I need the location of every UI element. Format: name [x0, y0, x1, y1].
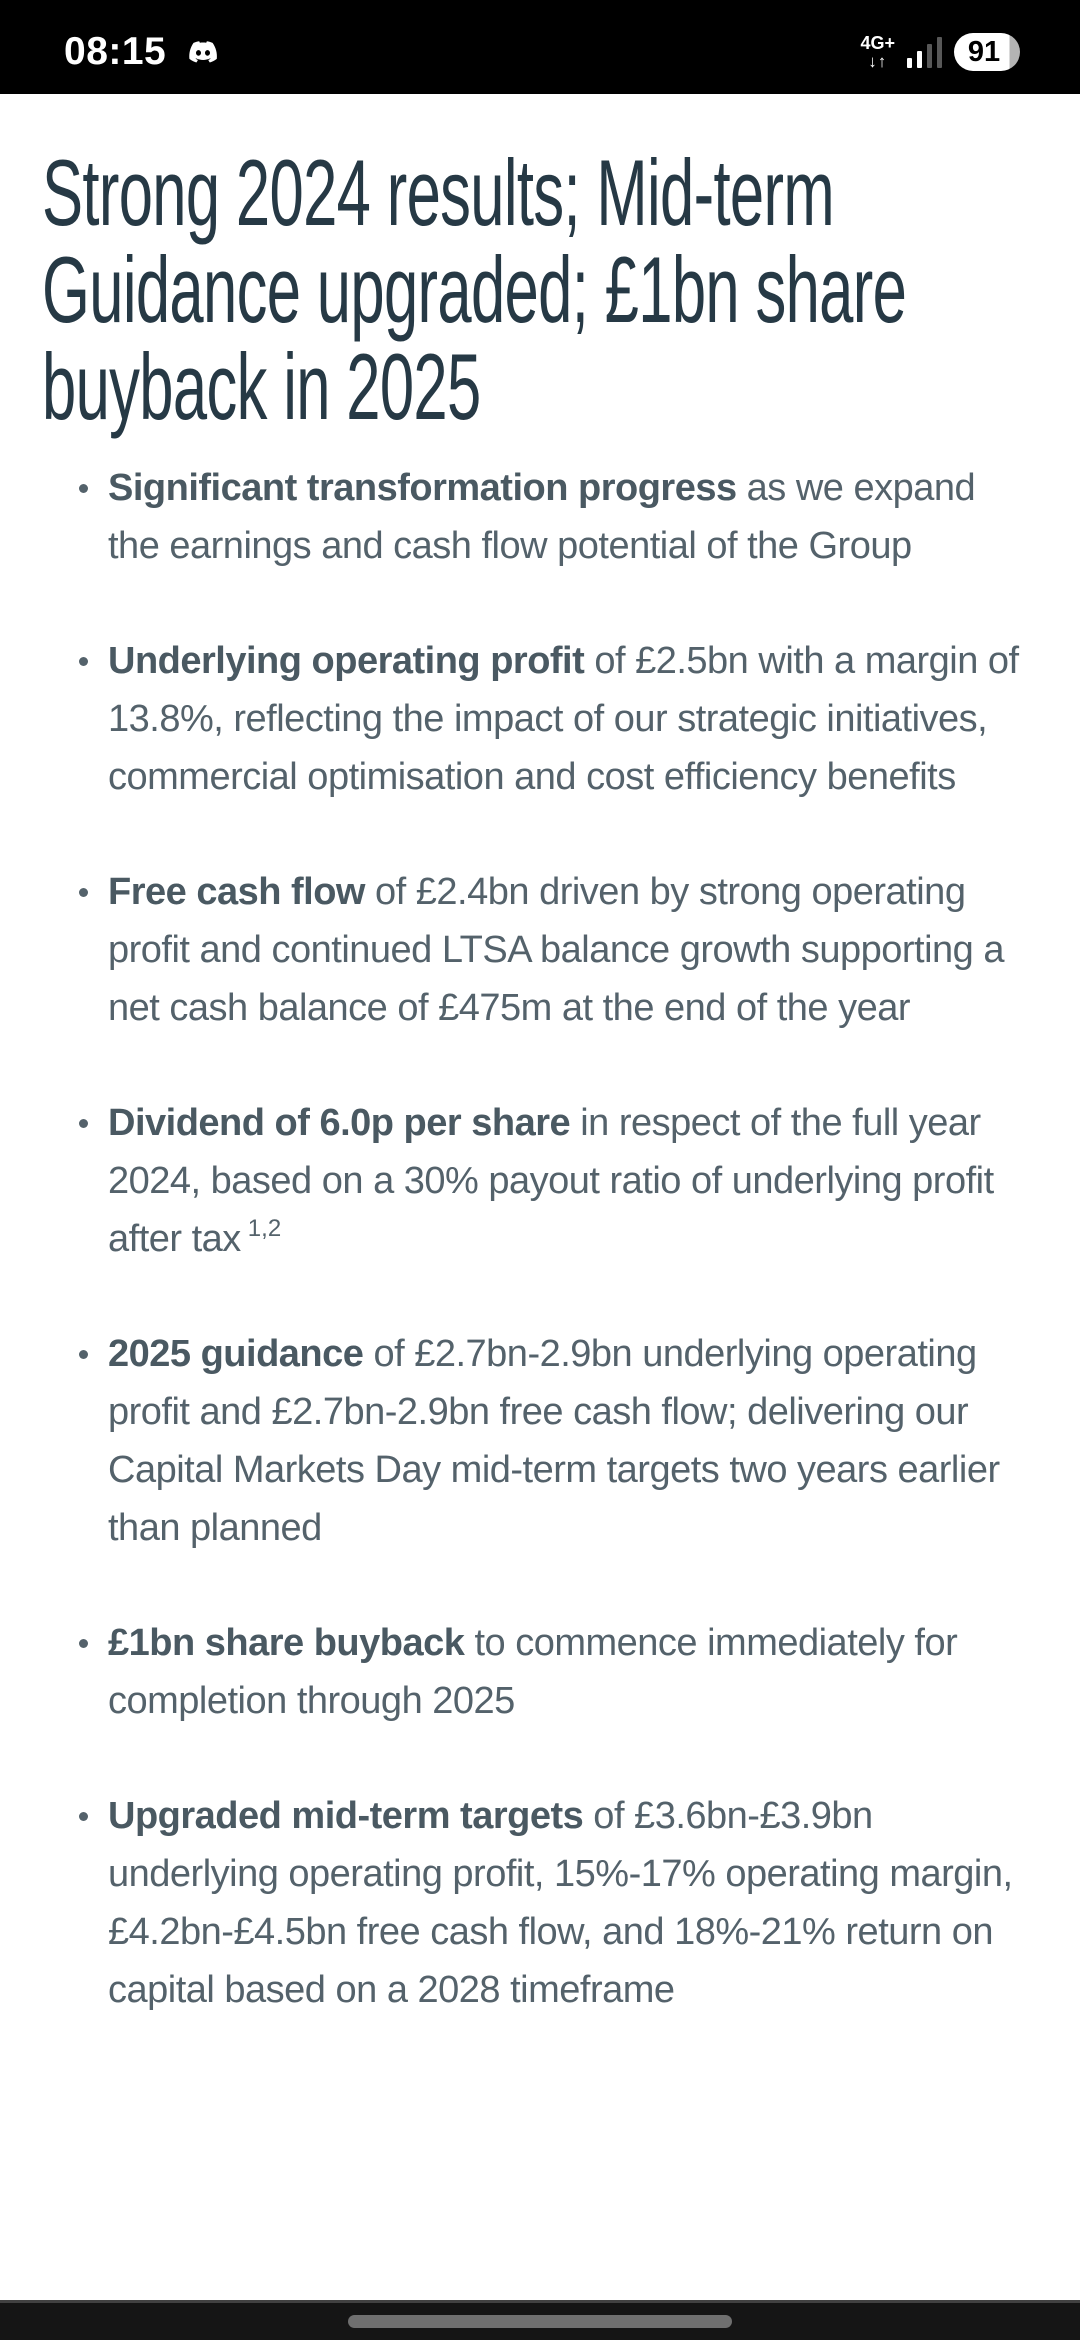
- gesture-handle[interactable]: [348, 2315, 732, 2328]
- content-scroll-area[interactable]: [0, 94, 1080, 2300]
- page-title: [42, 140, 1080, 439]
- discord-icon: [186, 38, 220, 66]
- network-type-indicator: [860, 34, 895, 70]
- footnote-reference: 1,2: [247, 1215, 282, 1242]
- bullet-body-text: of £2.4bn driven by strong operating profit and continued LTSA balance growth supporting a net cash balance of £475m at the end of the year: [108, 871, 1004, 1029]
- page-title-line-2: Guidance upgraded; £1bn share: [42, 237, 907, 342]
- bullet-body-text: of £2.7bn-2.9bn underlying operating profit and £2.7bn-2.9bn free cash flow; delivering our Capital Markets Day mid-term targets two years earlier than planned: [108, 1333, 1000, 1549]
- bullet-body-text: in respect of the full year 2024, based on a 30% payout ratio of underlying profit after tax: [108, 1102, 994, 1260]
- list-item: [108, 632, 1023, 806]
- bullet-body-text: to commence immediately for completion through 2025: [108, 1622, 958, 1722]
- bullet-lead-bold: Significant transformation progress: [108, 467, 737, 509]
- bullet-lead-bold: Upgraded mid-term targets: [108, 1795, 584, 1837]
- signal-strength-icon: [907, 37, 942, 68]
- status-bar: [0, 0, 1080, 94]
- list-item: [108, 459, 1023, 575]
- bullet-body-text: of £3.6bn-£3.9bn underlying operating profit, 15%-17% operating margin, £4.2bn-£4.5bn free cash flow, and 18%-21% return on capital based on a 2028 timeframe: [108, 1795, 1013, 2011]
- list-item: [108, 1325, 1023, 1557]
- battery-percent: 91: [967, 35, 1001, 68]
- status-right-cluster: [860, 33, 1020, 71]
- bullet-lead-bold: Free cash flow: [108, 871, 365, 913]
- data-activity-arrows-icon: ↓↑: [868, 52, 888, 71]
- bullet-body-text: of £2.5bn with a margin of 13.8%, reflecting the impact of our strategic initiatives, commercial optimisation and cost efficiency benefits: [108, 640, 1019, 798]
- page-title-line-3: buyback in 2025: [42, 334, 481, 439]
- bullet-body-text: as we expand the earnings and cash flow potential of the Group: [108, 467, 976, 567]
- bullet-lead-bold: Dividend of 6.0p per share: [108, 1102, 571, 1144]
- bullet-lead-bold: £1bn share buyback: [108, 1622, 465, 1664]
- highlights-list: [0, 459, 1080, 2019]
- battery-icon: [954, 33, 1020, 71]
- bullet-lead-bold: 2025 guidance: [108, 1333, 364, 1375]
- gesture-nav-bar: [0, 2300, 1080, 2340]
- list-item: [108, 1614, 1023, 1730]
- list-item: [108, 863, 1023, 1037]
- list-item: [108, 1787, 1023, 2019]
- bullet-lead-bold: Underlying operating profit: [108, 640, 585, 682]
- network-type-label: 4G+: [860, 33, 895, 53]
- status-time: 08:15: [64, 30, 167, 73]
- list-item: [108, 1094, 1023, 1268]
- page-title-line-1: Strong 2024 results; Mid-term: [42, 140, 834, 245]
